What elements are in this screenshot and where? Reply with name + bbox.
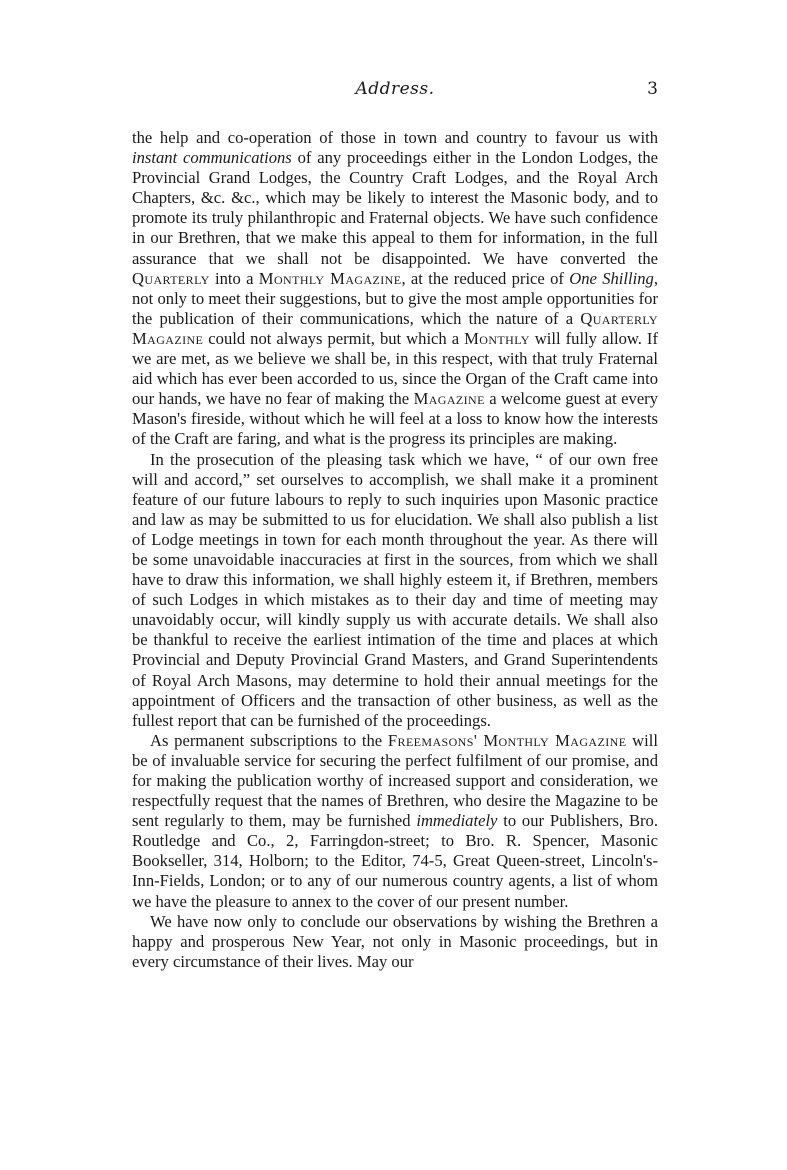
text-run: will fully allow. If we are met, as we believe we shall be, in this respect, with that truly Fraternal aid which has ever been accorded to us, since the Organ of the Craft came into our hands, we have no fear of making the [132, 328, 658, 409]
small-caps-run: Monthly [464, 328, 530, 348]
text-run: could not always permit, but which a [203, 328, 465, 348]
italic-run: instant communications [132, 148, 292, 168]
body-text [132, 128, 658, 972]
running-head [132, 79, 658, 105]
paragraph-3 [132, 731, 658, 912]
italic-run: One Shilling [569, 268, 654, 288]
italic-run: immediately [416, 811, 498, 831]
small-caps-run: Magazine [413, 389, 485, 409]
text-run: , not only to meet their suggestions, but to give the most ample opportunities for the publication of their communications, which the nature of a [132, 268, 658, 328]
text-run: of any proceedings either in the London Lodges, the Provincial Grand Lodges, the Country Craft Lodges, and the Royal Arch Chapters, &c. &c., which may be likely to interest the Masonic body, and to promote its truly philanthropic and Fraternal objects. We have such confidence in our Brethren, that we make this appeal to them for information, in the full assurance that we shall not be disappointed. We have converted the [132, 148, 658, 268]
text-run: will be of invaluable service for securing the perfect fulfilment of our promise, and for making the publication worthy of increased support and consideration, we respectfully request that the names of Brethren, who desire the Magazine to be sent regularly to them, may be furnished [132, 730, 658, 831]
text-run: a welcome guest at every Mason's fireside, without which he will feel at a loss to know how the interests of the Craft are faring, and what is the progress its principles are making. [132, 389, 659, 449]
text-run: , at the reduced price of [401, 268, 570, 288]
text-run: into a [209, 268, 259, 288]
small-caps-run: Freemasons' Monthly Magazine [387, 730, 627, 750]
running-title: Address. [355, 79, 435, 99]
paragraph-1 [132, 128, 658, 450]
text-run: to our Publishers, Bro. Routledge and Co., 2, Farringdon-street; to Bro. R. Spencer, Masonic Bookseller, 314, Holborn; to the Editor, 74-5, Great Queen-street, Lincoln's-Inn-Fields, London; or to any of our numerous country agents, a list of whom we have the pleasure to annex to the cover of our present number. [132, 811, 658, 911]
paragraph-4: We have now only to conclude our observations by wishing the Brethren a happy and prosperous New Year, not only in Masonic proceedings, but in every circumstance of their lives. May our [132, 911, 658, 971]
small-caps-run: Quarterly Magazine [132, 308, 658, 348]
text-run: the help and co-operation of those in town and country to favour us with [132, 128, 658, 147]
small-caps-run: Monthly Magazine [258, 268, 402, 288]
page-number: 3 [647, 79, 658, 99]
text-run: As permanent subscriptions to the [150, 730, 388, 750]
paragraph-2: In the prosecution of the pleasing task which we have, “ of our own free will and accord,” set ourselves to accomplish, we shall make it a prominent feature of our future labours to reply to such inquiries upon Masonic practice and law as may be submitted to us for elucidation. We shall also publish a list of Lodge meetings in town for each month throughout the year. As there will be some unavoidable inaccuracies at first in the sources, from which we shall have to draw this information, we shall highly esteem it, if Brethren, members of such Lodges in which mistakes as to their day and time of meeting may unavoidably occur, will kindly supply us with accurate details. We shall also be thankful to receive the earliest intimation of the time and places at which Provincial and Deputy Provincial Grand Masters, and Grand Superintendents of Royal Arch Masons, may determine to hold their annual meetings for the appointment of Officers and the transaction of other business, as well as the fullest report that can be furnished of the proceedings. [132, 449, 658, 730]
small-caps-run: Quarterly [132, 268, 210, 288]
